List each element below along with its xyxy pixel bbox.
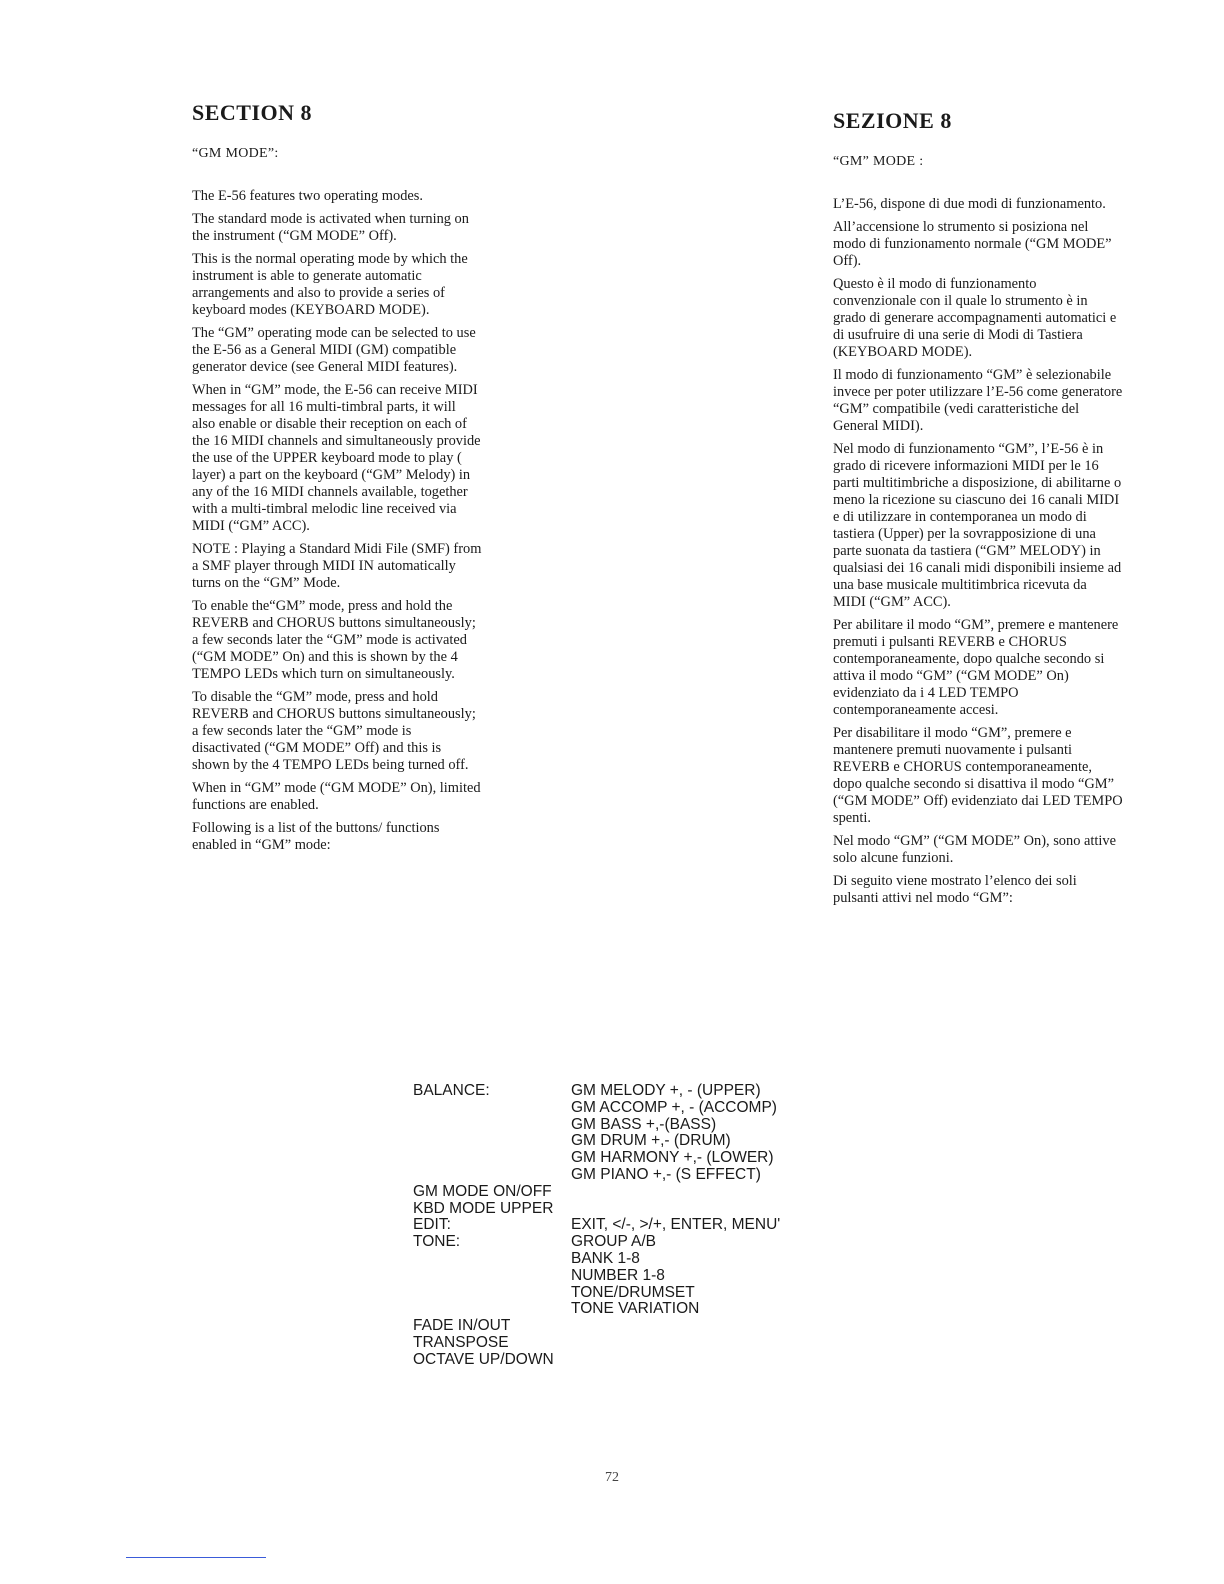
function-label: TONE:	[413, 1233, 461, 1251]
paragraph-italian-5: Nel modo di funzionamento “GM”, l’E-56 è in grado di ricevere informazioni MIDI per le 16 parti multitimbriche a disposizione, di abilitarne o meno la ricezione su ciascuno dei 16 canali MIDI e di utilizzare in contemporanea un modo di tastiera (Upper) per la sovrapposizione di una parte suonata da tastiera (“GM” MELODY) in qualsiasi dei 16 canali midi disponibili insieme ad una base musicale multitimbrica ricevuta da MIDI (“GM” ACC).	[833, 441, 1122, 610]
function-label	[413, 1117, 571, 1134]
function-value: GM ACCOMP +, - (ACCOMP)	[571, 1098, 777, 1116]
paragraph-italian-6: Per abilitare il modo “GM”, premere e mantenere premuti i pulsanti REVERB e CHORUS contemporaneamente, dopo qualche secondo si attiva il modo “GM” (“GM MODE” On) evidenziato da i 4 LED TEMPO contemporaneamente accesi.	[833, 617, 1119, 718]
function-value: GROUP A/B	[571, 1233, 656, 1251]
function-value: GM PIANO +,- (S EFFECT)	[571, 1165, 761, 1183]
paragraph-italian-3: Questo è il modo di funzionamento convenzionale con il quale lo strumento è in grado di generare accompagnamenti automatici e di usufruire di una serie di Modi di Tastiera (KEYBOARD MODE).	[833, 276, 1117, 360]
italian-column	[833, 108, 1123, 913]
paragraph-italian-7: Per disabilitare il modo “GM”, premere e mantenere premuti nuovamente i pulsanti REVERB e CHORUS contemporaneamente, dopo qualche secondo si disattiva il modo “GM” (“GM MODE” Off) evidenziato dai LED TEMPO spenti.	[833, 725, 1123, 826]
function-value: BANK 1-8	[571, 1249, 640, 1267]
paragraph-english-9: When in “GM” mode (“GM MODE” On), limited functions are enabled.	[192, 780, 481, 813]
function-value: GM BASS +,-(BASS)	[571, 1115, 717, 1133]
function-value: GM MELODY +, - (UPPER)	[571, 1082, 761, 1099]
paragraph-italian-9: Di seguito viene mostrato l’elenco dei soli pulsanti attivi nel modo “GM”:	[833, 873, 1077, 906]
function-value: GM HARMONY +,- (LOWER)	[571, 1149, 774, 1167]
function-value: GM DRUM +,- (DRUM)	[571, 1132, 731, 1150]
function-row	[413, 1335, 780, 1352]
function-value: EXIT, </-, >/+, ENTER, MENU'	[571, 1216, 781, 1234]
page-number: 72	[605, 1470, 619, 1485]
function-row	[413, 1352, 780, 1369]
paragraph-italian-1: L’E-56, dispone di due modi di funzionamento.	[833, 196, 1106, 212]
paragraph-english-4: The “GM” operating mode can be selected to use the E-56 as a General MIDI (GM) compatible generator device (see General MIDI features).	[192, 325, 476, 375]
subtitle-english: “GM MODE”:	[192, 146, 279, 161]
paragraph-english-8: To disable the “GM” mode, press and hold REVERB and CHORUS buttons simultaneously; a few seconds later the “GM” mode is disactivated (“GM MODE” Off) and this is shown by the 4 TEMPO LEDs being turned off.	[192, 689, 476, 773]
function-label	[413, 1301, 571, 1318]
function-label: FADE IN/OUT	[413, 1317, 511, 1335]
subtitle-italian: “GM” MODE :	[833, 154, 924, 169]
function-label	[413, 1167, 571, 1184]
paragraph-english-3: This is the normal operating mode by which the instrument is able to generate automatic arrangements and also to provide a series of keyboard modes (KEYBOARD MODE).	[192, 251, 468, 318]
function-label: EDIT:	[413, 1216, 451, 1234]
function-label: KBD MODE UPPER	[413, 1199, 554, 1217]
function-label	[413, 1251, 571, 1268]
function-row	[413, 1167, 780, 1184]
function-label	[413, 1150, 571, 1167]
paragraph-english-7: To enable the“GM” mode, press and hold the REVERB and CHORUS buttons simultaneously; a few seconds later the “GM” mode is activated (“GM MODE” On) and this is shown by the 4 TEMPO LEDs which turn on simultaneously.	[192, 598, 476, 682]
function-label: TRANSPOSE	[413, 1333, 509, 1351]
paragraph-italian-2: All’accensione lo strumento si posiziona nel modo di funzionamento normale (“GM MODE” Off).	[833, 219, 1112, 269]
function-row	[413, 1150, 780, 1167]
paragraph-english-5: When in “GM” mode, the E-56 can receive MIDI messages for all 16 multi-timbral parts, it will also enable or disable their reception on each of the 16 MIDI channels and simultaneously provide the use of the UPPER keyboard mode to play ( layer) a part on the keyboard (“GM” Melody) in any of the 16 MIDI channels available, together with a multi-timbral melodic line received via MIDI (“GM” ACC).	[192, 382, 481, 534]
function-label	[413, 1133, 571, 1150]
function-label: BALANCE:	[413, 1082, 490, 1099]
function-row	[413, 1184, 780, 1201]
function-row	[413, 1285, 780, 1302]
function-value: TONE/DRUMSET	[571, 1283, 695, 1301]
function-label: GM MODE ON/OFF	[413, 1182, 552, 1200]
footer-rule	[126, 1557, 266, 1558]
function-list	[413, 1083, 780, 1369]
paragraph-english-1: The E-56 features two operating modes.	[192, 188, 423, 204]
function-row	[413, 1268, 780, 1285]
english-column	[192, 100, 482, 860]
function-value: TONE VARIATION	[571, 1300, 700, 1318]
paragraph-english-6: NOTE : Playing a Standard Midi File (SMF) from a SMF player through MIDI IN automatically turns on the “GM” Mode.	[192, 541, 482, 591]
function-row	[413, 1100, 780, 1117]
paragraph-english-2: The standard mode is activated when turning on the instrument (“GM MODE” Off).	[192, 211, 469, 244]
function-row	[413, 1117, 780, 1134]
function-row	[413, 1083, 780, 1100]
function-row	[413, 1217, 780, 1234]
function-label	[413, 1100, 571, 1117]
function-row	[413, 1251, 780, 1268]
function-row	[413, 1201, 780, 1218]
section-title-english: SECTION 8	[192, 100, 313, 125]
paragraph-italian-8: Nel modo “GM” (“GM MODE” On), sono attive solo alcune funzioni.	[833, 833, 1116, 866]
function-label	[413, 1268, 571, 1285]
function-label: OCTAVE UP/DOWN	[413, 1350, 554, 1368]
function-row	[413, 1318, 780, 1335]
function-value: NUMBER 1-8	[571, 1266, 665, 1284]
section-title-italian: SEZIONE 8	[833, 108, 952, 133]
function-label	[413, 1285, 571, 1302]
function-row	[413, 1301, 780, 1318]
function-row	[413, 1234, 780, 1251]
function-row	[413, 1133, 780, 1150]
paragraph-italian-4: Il modo di funzionamento “GM” è selezionabile invece per poter utilizzare l’E-56 come generatore “GM” compatibile (vedi caratteristiche del General MIDI).	[833, 367, 1123, 434]
paragraph-english-10: Following is a list of the buttons/ functions enabled in “GM” mode:	[192, 820, 440, 853]
